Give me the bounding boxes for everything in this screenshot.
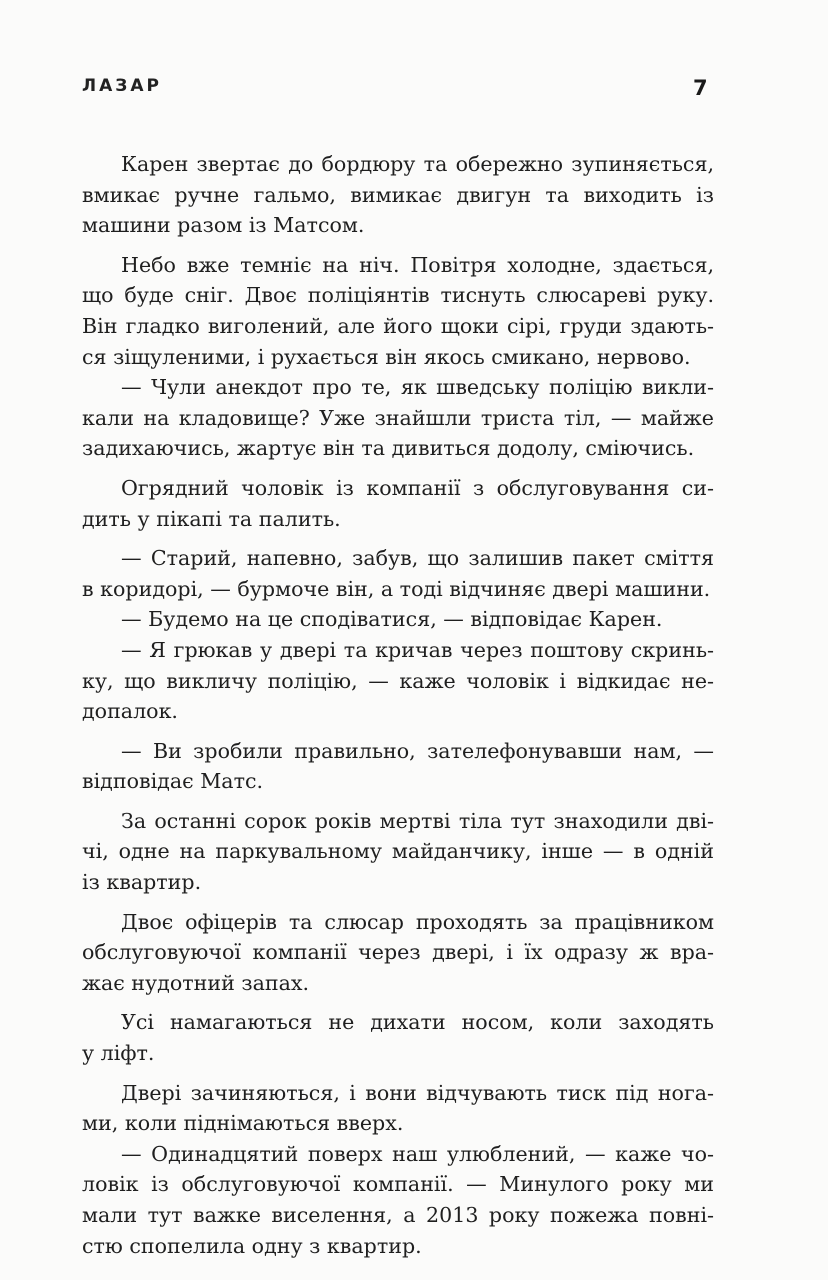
text-line: обслуговуючої компанії через двері, і їх одразу ж вра- [82,940,714,965]
text-line: що буде сніг. Двоє поліціянтів тиснуть слюсареві руку. [82,283,714,308]
text-line: — Будемо на це сподіватися, — відповідає Карен. [121,607,663,632]
text-line: Усі намагаються не дихати носом, коли заходять [121,1010,714,1035]
text-line: За останні сорок років мертві тіла тут знаходили дві- [121,808,714,833]
text-line: вмикає ручне гальмо, вимикає двигун та виходить із [82,182,714,207]
text-line: — Я грюкав у двері та кричав через поштову скринь- [121,637,714,662]
text-line: допалок. [82,699,178,724]
text-line: ловік із обслуговуючої компанії. — Минулого року ми [82,1172,714,1197]
text-line: в коридорі, — бурмоче він, а тоді відчиняє двері машини. [82,576,711,601]
text-line: — Чули анекдот про те, як шведську поліцію викли- [121,375,714,400]
text-line: Він гладко виголений, але його щоки сірі, груди здають- [82,313,714,338]
text-line: ся зіщуленими, і рухається він якось смикано, нервово. [82,344,691,369]
text-line: — Одинадцятий поверх наш улюблений, — каже чо- [121,1141,714,1166]
text-line: чі, одне на паркувальному майданчику, інше — в одній [82,839,714,864]
text-line: ку, що викличу поліцію, — каже чоловік і відкидає не- [82,668,714,693]
text-line: стю спопелила одну з квартир. [82,1233,422,1258]
text-line: Двоє офіцерів та слюсар проходять за працівником [121,909,714,934]
text-line: — Ви зробили правильно, зателефонувавши нам, — [121,738,714,763]
text-line: жає нудотний запах. [82,970,310,995]
text-line: Двері зачиняються, і вони відчувають тиск під нога- [121,1080,714,1105]
text-line: Небо вже темніє на ніч. Повітря холодне, здається, [121,252,714,277]
text-line: відповідає Матс. [82,769,264,794]
text-line: Карен звертає до бордюру та обережно зупиняється, [121,152,714,176]
text-line: машини разом із Матсом. [82,213,365,238]
running-title: ЛАЗАР [82,76,162,96]
text-line: мали тут важке виселення, а 2013 року пожежа повні- [82,1203,714,1227]
text-line: дить у пікапі та палить. [82,506,341,531]
body-text [82,149,714,1261]
text-line: — Старий, напевно, забув, що залишив пакет сміття [121,546,714,571]
text-line: кали на кладовище? Уже знайшли триста тіл, — майже [82,405,714,430]
text-line: у ліфт. [82,1041,155,1066]
text-line: із квартир. [82,870,202,895]
text-line: задихаючись, жартує він та дивиться додолу, сміючись. [82,436,695,461]
page-number: 7 [693,76,708,100]
text-line: ми, коли піднімаються вверх. [82,1111,404,1136]
text-line: Огрядний чоловік із компанії з обслуговування си- [121,475,714,500]
